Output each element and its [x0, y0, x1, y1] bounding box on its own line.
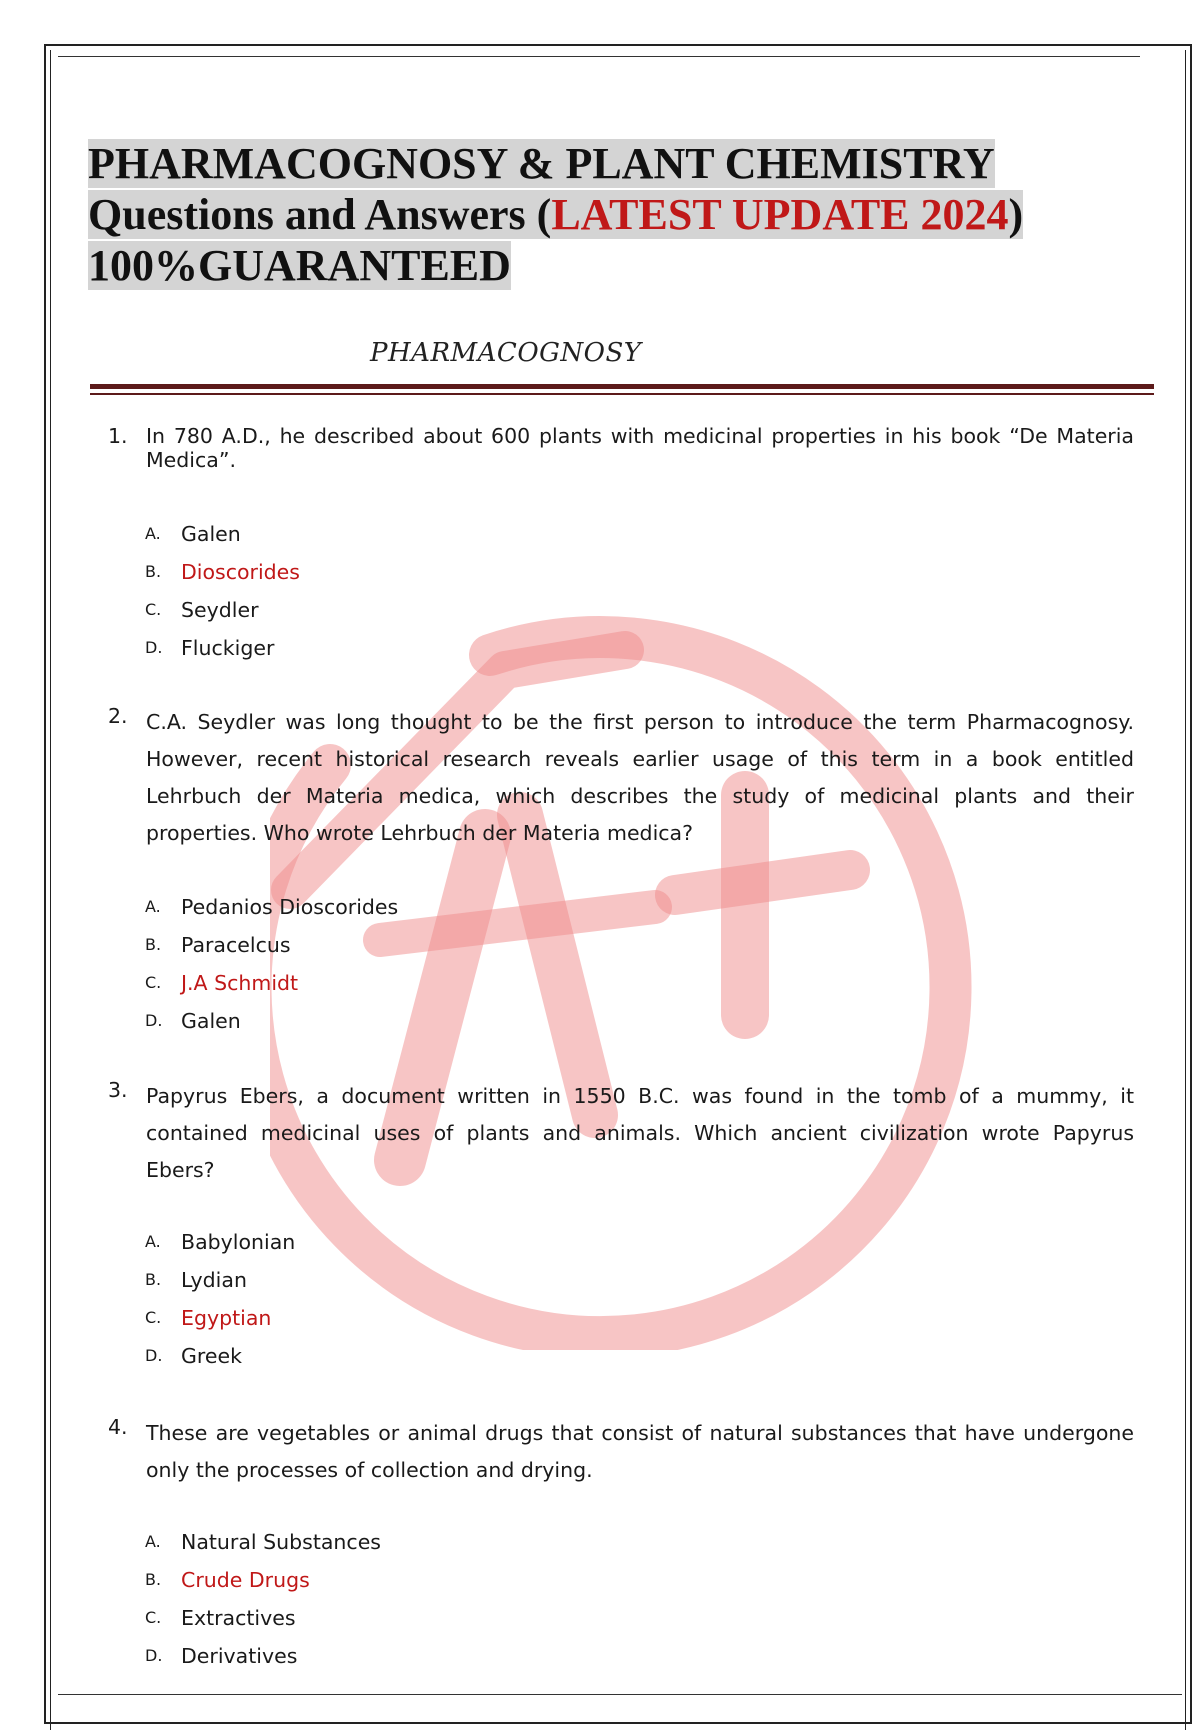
title-update-tag: LATEST UPDATE 2024: [551, 190, 1009, 239]
title-line-1: PHARMACOGNOSY & PLANT CHEMISTRY: [88, 139, 995, 188]
bottom-rule: [58, 1694, 1182, 1695]
option-text: Galen: [181, 522, 241, 546]
option-text: Galen: [181, 1009, 241, 1033]
question-number: 4.: [108, 1415, 128, 1439]
correct-answer: J.A Schmidt: [181, 971, 299, 995]
option-text: Derivatives: [181, 1644, 298, 1668]
question-number: 3.: [108, 1078, 128, 1102]
option-text: Fluckiger: [181, 636, 275, 660]
correct-answer: Egyptian: [181, 1306, 272, 1330]
section-divider-thin: [90, 393, 1154, 395]
option-letter: C.: [145, 1308, 162, 1327]
title-line-2-prefix: Questions and Answers (: [88, 190, 552, 239]
option-letter: D.: [145, 1346, 163, 1365]
question-number: 1.: [108, 424, 128, 448]
correct-answer: Crude Drugs: [181, 1568, 310, 1592]
option-letter: C.: [145, 600, 162, 619]
option-letter: A.: [145, 1532, 161, 1551]
question-4: [108, 1415, 1134, 1489]
question-text: Papyrus Ebers, a document written in 1550 B.C. was found in the tomb of a mummy, it contained medicinal uses of plants and animals. Which ancient civilization wrote Papyrus Ebers?: [146, 1084, 1134, 1182]
option-letter: C.: [145, 1608, 162, 1627]
question-2: [108, 704, 1134, 852]
option-letter: D.: [145, 638, 163, 657]
option-text: Pedanios Dioscorides: [181, 895, 399, 919]
question-text: C.A. Seydler was long thought to be the first person to introduce the term Pharmacognosy. However, recent historical research reveals earlier usage of this term in a book entitled Lehrbuch der Materia medica, which describes the study of medicinal plants and their properties. Who wrote Lehrbuch der Materia medica?: [146, 710, 1134, 845]
title-line-3: 100%GUARANTEED: [88, 241, 511, 290]
option-text: Seydler: [181, 598, 259, 622]
document-title: [88, 138, 1023, 291]
question-3: [108, 1078, 1134, 1189]
option-letter: B.: [145, 935, 162, 954]
option-letter: D.: [145, 1011, 163, 1030]
top-rule: [58, 56, 1140, 57]
option-letter: B.: [145, 1570, 162, 1589]
question-1: [108, 424, 1134, 472]
option-letter: A.: [145, 897, 161, 916]
question-number: 2.: [108, 704, 128, 728]
option-letter: B.: [145, 562, 162, 581]
option-text: Paracelcus: [181, 933, 291, 957]
option-letter: D.: [145, 1646, 163, 1665]
option-text: Greek: [181, 1344, 242, 1368]
option-text: Extractives: [181, 1606, 296, 1630]
option-letter: B.: [145, 1270, 162, 1289]
title-line-2-suffix: ): [1008, 190, 1024, 239]
option-letter: A.: [145, 524, 161, 543]
option-text: Babylonian: [181, 1230, 296, 1254]
option-letter: C.: [145, 973, 162, 992]
question-text: These are vegetables or animal drugs that consist of natural substances that have undergone only the processes of collection and drying.: [146, 1421, 1134, 1482]
option-text: Lydian: [181, 1268, 247, 1292]
section-subtitle: PHARMACOGNOSY: [370, 338, 642, 368]
section-divider: [90, 384, 1154, 389]
question-text: In 780 A.D., he described about 600 plants with medicinal properties in his book “De Materia Medica”.: [146, 424, 1134, 472]
option-text: Natural Substances: [181, 1530, 381, 1554]
correct-answer: Dioscorides: [181, 560, 300, 584]
option-letter: A.: [145, 1232, 161, 1251]
